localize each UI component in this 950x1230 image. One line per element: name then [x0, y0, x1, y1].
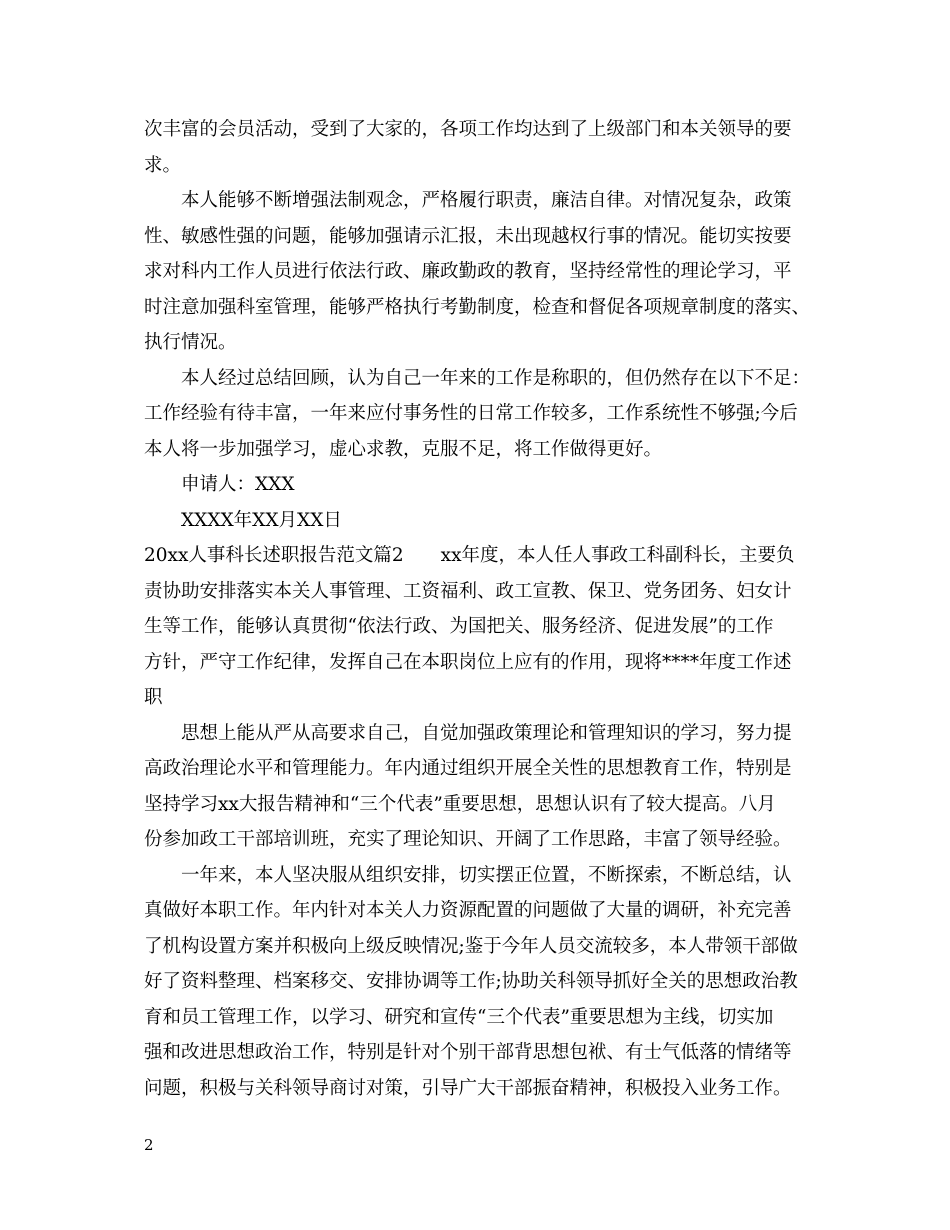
text-line: XXXX年XX月XX日: [181, 509, 342, 531]
text-line: 一年来，本人坚决服从组织安排，切实摆正位置，不断探索，不断总结，认: [181, 864, 792, 886]
text-line: 本人能够不断增强法制观念，严格履行职责，廉洁自律。对情况复杂，政策: [181, 190, 792, 211]
text-line: 生等工作，能够认真贯彻“依法行政、为国把关、服务经济、促进发展”的工作: [144, 616, 774, 637]
text-line: 问题，积极与关科领导商讨对策，引导广大干部振奋精神，积极投入业务工作。: [144, 1077, 792, 1099]
text-line: 求对科内工作人员进行依法行政、廉政勤政的教育，坚持经常性的理论学习，平: [144, 261, 792, 282]
text-line: 性、敏感性强的问题，能够加强请示汇报，未出现越权行事的情况。能切实按要: [144, 225, 792, 247]
text-line: 强和改进思想政治工作，特别是针对个别干部背思想包袱、有士气低落的情绪等: [144, 1042, 792, 1063]
text-line: 次丰富的会员活动，受到了大家的，各项工作均达到了上级部门和本关领导的要: [144, 119, 792, 140]
text-line: 责协助安排落实本关人事管理、工资福利、政工宣教、保卫、党务团务、妇女计: [144, 580, 792, 602]
document-body: [144, 112, 824, 1106]
text-line: 份参加政工干部培训班，充实了理论知识、开阔了工作思路，丰富了领导经验。: [144, 829, 792, 850]
text-line: 工作经验有待丰富，一年来应付事务性的日常工作较多，工作系统性不够强;今后: [144, 403, 798, 424]
text-line: 求。: [144, 154, 182, 176]
text-line: 时注意加强科室管理，能够严格执行考勤制度，检查和督促各项规章制度的落实、: [144, 296, 811, 318]
text-line: 方针，严守工作纪律，发挥自己在本职岗位上应有的作用，现将****年度工作述: [144, 651, 792, 673]
text-line: 真做好本职工作。年内针对本关人力资源配置的问题做了大量的调研，补充完善: [144, 900, 792, 921]
text-line: 思想上能从严从高要求自己，自觉加强政策理论和管理知识的学习，努力提: [181, 722, 792, 744]
text-line: 坚持学习xx大报告精神和“三个代表”重要思想，思想认识有了较大提高。八月: [144, 793, 776, 815]
text-line: 了机构设置方案并积极向上级反映情况;鉴于今年人员交流较多，本人带领干部做: [144, 935, 798, 957]
text-line: 好了资料整理、档案移交、安排协调等工作;协助关科领导抓好全关的思想政治教: [144, 971, 798, 992]
text-line: 本人经过总结回顾，认为自己一年来的工作是称职的，但仍然存在以下不足：: [181, 367, 811, 389]
page-number: 2: [144, 1136, 154, 1154]
text-line: 申请人：XXX: [181, 474, 295, 495]
text-line: 高政治理论水平和管理能力。年内通过组织开展全关性的思想教育工作，特别是: [144, 758, 792, 779]
text-line: 20xx人事科长述职报告范文篇2 xx年度，本人任人事政工科副科长，主要负: [144, 545, 795, 566]
text-line: 育和员工管理工作，以学习、研究和宣传“三个代表”重要思想为主线，切实加: [144, 1006, 774, 1028]
text-line: 本人将一步加强学习，虚心求教，克服不足，将工作做得更好。: [144, 438, 663, 460]
text-line: 职: [144, 687, 163, 708]
text-line: 执行情况。: [144, 332, 237, 353]
